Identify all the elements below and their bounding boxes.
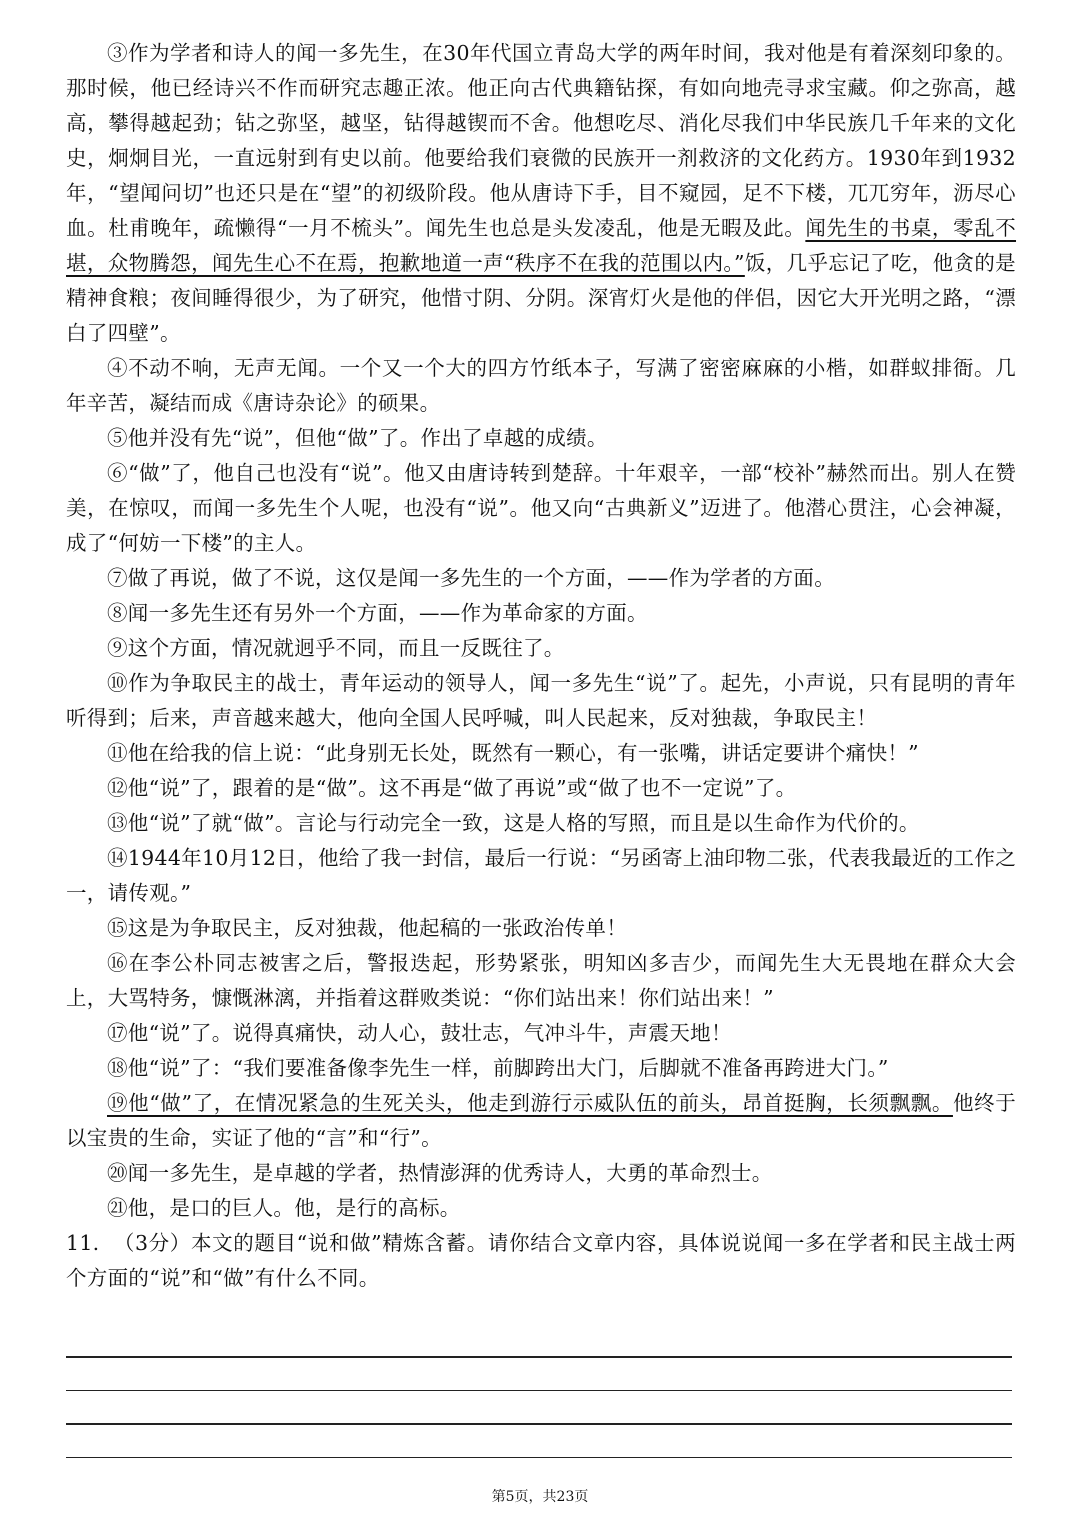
article-content	[66, 36, 1016, 1296]
paragraph-15: ⑮这是为争取民主，反对独裁，他起稿的一张政治传单！	[107, 916, 627, 940]
paragraph-3-text: ③作为学者和诗人的闻一多先生，在30年代国立青岛大学的两年时间，我对他是有着深刻印象的。那时候，他已经诗兴不作而研究志趣正浓。他正向古代典籍钻探，有如向地壳寻求宝藏。仰之弥高，越高，攀得越起劲；钻之弥坚，越坚，钻得越锲而不舍。他想吃尽、消化尽我们中华民族几千年来的文化史，炯炯目光，一直远射到有史以前。他要给我们衰微的民族开一剂救济的文化药方。1930年到1932年，“望闻问切”也还只是在“望”的初级阶段。他从唐诗下手，目不窥园，足不下楼，兀兀穷年，沥尽心血。杜甫晚年，疏懒得“一月不梳头”。闻先生也总是头发凌乱，他是无暇及此。	[66, 41, 1016, 240]
paragraph-19-underlined-text: ⑲他“做”了，在情况紧急的生死关头，他走到游行示威队伍的前头，昂首挺胸，长须飘飘。	[107, 1091, 953, 1115]
paragraph-5: ⑤他并没有先“说”，但他“做”了。作出了卓越的成绩。	[107, 426, 608, 450]
paragraph-3-underlined-text: 闻先生的书桌，零乱不堪，众物腾怨，闻先生心不在焉，抱歉地道一声“秩序不在我的范围以内。”	[66, 216, 1017, 275]
paragraph-17: ⑰他“说”了。说得真痛快，动人心，鼓壮志，气冲斗牛，声震天地！	[107, 1021, 732, 1045]
paragraph-10: ⑩作为争取民主的战士，青年运动的领导人，闻一多先生“说”了。起先，小声说，只有昆明的青年听得到；后来，声音越来越大，他向全国人民呼喊，叫人民起来，反对独裁，争取民主！	[66, 671, 1016, 730]
answer-line[interactable]	[66, 1356, 1012, 1358]
question-number: 11.	[66, 1231, 100, 1255]
answer-line[interactable]	[66, 1423, 1012, 1425]
paragraph-9: ⑨这个方面，情况就迥乎不同，而且一反既往了。	[107, 636, 565, 660]
answer-line[interactable]	[66, 1390, 1012, 1392]
paragraph-19	[66, 1086, 1016, 1156]
paragraph-21: ㉑他，是口的巨人。他，是行的高标。	[107, 1196, 461, 1220]
paragraph-16: ⑯在李公朴同志被害之后，警报迭起，形势紧张，明知凶多吉少，而闻先生大无畏地在群众大会上，大骂特务，慷慨淋漓，并指着这群败类说：“你们站出来！你们站出来！”	[66, 951, 1016, 1010]
paragraph-6: ⑥“做”了，他自己也没有“说”。他又由唐诗转到楚辞。十年艰辛，一部“校补”赫然而出。别人在赞美，在惊叹，而闻一多先生个人呢，也没有“说”。他又向“古典新义”迈进了。他潜心贯注，心会神凝，成了“何妨一下楼”的主人。	[66, 461, 1016, 555]
paragraph-8: ⑧闻一多先生还有另外一个方面，——作为革命家的方面。	[107, 601, 648, 625]
paragraph-4: ④不动不响，无声无闻。一个又一个大的四方竹纸本子，写满了密密麻麻的小楷，如群蚁排衙。几年辛苦，凝结而成《唐诗杂论》的硕果。	[66, 356, 1016, 415]
paragraph-14: ⑭1944年10月12日，他给了我一封信，最后一行说：“另函寄上油印物二张，代表我最近的工作之一，请传观。”	[66, 846, 1016, 905]
paragraph-20: ⑳闻一多先生，是卓越的学者，热情澎湃的优秀诗人，大勇的革命烈士。	[107, 1161, 773, 1185]
page-number: 第5页，共23页	[491, 1489, 589, 1505]
question-points: （3分）	[113, 1231, 191, 1255]
answer-area[interactable]	[66, 1356, 1012, 1490]
paragraph-13: ⑬他“说”了就“做”。言论与行动完全一致，这是人格的写照，而且是以生命作为代价的。	[107, 811, 920, 835]
answer-line[interactable]	[66, 1457, 1012, 1459]
question-11	[66, 1226, 1016, 1296]
paragraph-3-text-end: 饭，几乎忘记了吃，他贪的是精神食粮；夜间睡得很少，为了研究，他惜寸阴、分阴。深宵灯火是他的伴侣，因它大开光明之路，“漂白了四壁”。	[66, 251, 1016, 345]
paragraph-11: ⑪他在给我的信上说：“此身别无长处，既然有一颗心，有一张嘴，讲话定要讲个痛快！”	[107, 741, 919, 765]
question-text: 本文的题目“说和做”精炼含蓄。请你结合文章内容，具体说说闻一多在学者和民主战士两个方面的“说”和“做”有什么不同。	[66, 1231, 1016, 1290]
paragraph-3	[66, 36, 1016, 351]
paragraph-7: ⑦做了再说，做了不说，这仅是闻一多先生的一个方面，——作为学者的方面。	[107, 566, 835, 590]
paragraph-18: ⑱他“说”了：“我们要准备像李先生一样，前脚跨出大门，后脚就不准备再跨进大门。”	[107, 1056, 889, 1080]
paragraph-12: ⑫他“说”了，跟着的是“做”。这不再是“做了再说”或“做了也不一定说”了。	[107, 776, 797, 800]
paragraph-19-text-end: 他终于以宝贵的生命，实证了他的“言”和“行”。	[66, 1091, 1016, 1150]
